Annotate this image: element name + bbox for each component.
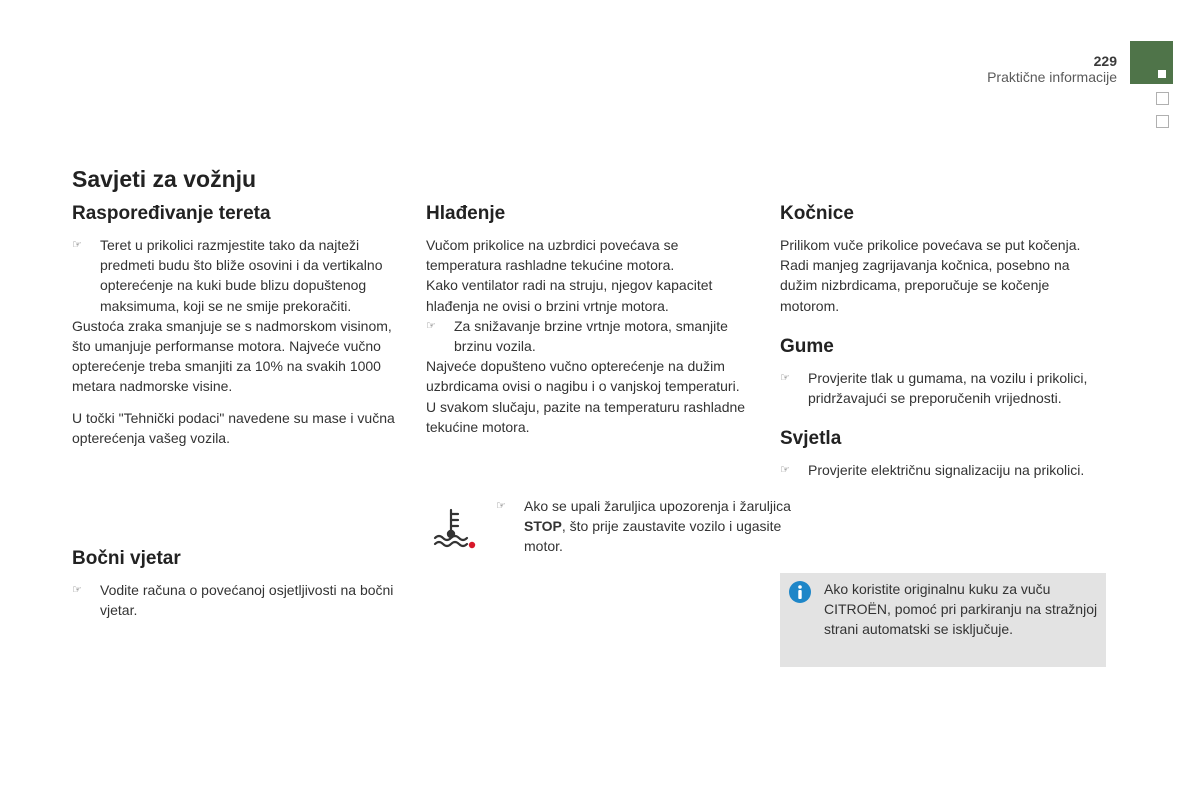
chapter-box-1 (1156, 92, 1169, 105)
bullet-hand-icon: ☞ (780, 464, 790, 477)
wind-section (72, 548, 402, 620)
brakes-text-1: Prilikom vuče prikolice povećava se put kočenja. (780, 237, 1081, 253)
cooling-text-1: Vučom prikolice na uzbrdici povećava se temperatura rashladne tekućine motora. (426, 237, 679, 274)
load-bullet-text: Teret u prikolici razmjestite tako da najteži predmeti budu što bliže osovini i da vertikalno opterećenje na kuki bude blizu dopuštenog maksimuma, koji se ne smije prekoračiti. (100, 237, 383, 314)
coolant-warning-text (496, 496, 794, 557)
tyres-heading: Gume (780, 335, 834, 357)
info-box (780, 573, 1106, 667)
info-text: Ako koristite originalnu kuku za vuču CITROËN, pomoć pri parkiranju na stražnjoj strani automatski se isključuje. (824, 581, 1098, 638)
info-icon (789, 581, 811, 603)
tyres-section (780, 336, 1110, 408)
cooling-bullet-text: Za snižavanje brzine vrtnje motora, smanjite brzinu vozila. (454, 317, 728, 355)
load-altitude-text: Gustoća zraka smanjuje se s nadmorskom visinom, što umanjuje performanse motora. Najveće vučno opterećenje treba smanjiti za 10% na svakih 1000 metara nadmorske visine. (72, 317, 392, 395)
wind-bullet-text: Vodite računa o povećanoj osjetljivosti na bočni vjetar. (100, 582, 394, 619)
page-title: Savjeti za vožnju (72, 166, 257, 192)
cooling-heading: Hlađenje (426, 203, 506, 224)
cooling-bullet (426, 316, 756, 356)
brakes-section (780, 203, 1110, 316)
coolant-temperature-warning-icon (431, 506, 477, 552)
load-heading: Raspoređivanje tereta (72, 203, 271, 224)
bullet-hand-icon: ☞ (496, 500, 506, 512)
wind-heading: Bočni vjetar (72, 548, 181, 569)
wind-bullet (72, 580, 402, 620)
cooling-text-2: Kako ventilator radi na struju, njegov kapacitet hlađenja ne ovisi o brzini vrtnje motora. (426, 277, 713, 314)
load-section (72, 203, 402, 448)
stop-label: STOP (524, 518, 562, 535)
tab-marker (1158, 70, 1166, 78)
cooling-text-3: Najveće dopušteno vučno opterećenje na dužim uzbrdicama ovisi o nagibu i o vanjskoj temperaturi. (426, 358, 740, 395)
lights-bullet-text: Provjerite električnu signalizaciju na prikolici. (808, 462, 1085, 479)
chapter-tab (1130, 41, 1173, 84)
section-name: Praktične informacije (987, 69, 1117, 85)
page-number: 229 (1093, 53, 1117, 69)
warning-text-prefix: Ako se upali žaruljica upozorenja i žaruljica (524, 498, 791, 514)
chapter-box-2 (1156, 115, 1169, 128)
load-bullet (72, 235, 402, 316)
cooling-text-4: U svakom slučaju, pazite na temperaturu rashladne tekućine motora. (426, 398, 746, 435)
lights-section (780, 428, 1110, 480)
lights-bullet (780, 460, 1110, 480)
bullet-hand-icon: ☞ (426, 319, 436, 332)
brakes-text-2: Radi manjeg zagrijavanja kočnica, posebno na dužim nizbrdicama, preporučuje se kočenje motorom. (780, 257, 1070, 314)
cooling-section (426, 203, 756, 437)
lights-heading: Svjetla (780, 428, 842, 450)
load-technical-data-text: U točki "Tehnički podaci" navedene su mase i vučna opterećenja vašeg vozila. (72, 409, 395, 446)
bullet-hand-icon: ☞ (72, 239, 82, 251)
tyres-bullet (780, 368, 1110, 408)
warning-text-suffix: , što prije zaustavite vozilo i ugasite motor. (524, 518, 782, 555)
right-column (780, 203, 1110, 480)
bullet-hand-icon: ☞ (780, 371, 790, 384)
bullet-hand-icon: ☞ (72, 584, 82, 596)
coolant-warning (426, 496, 791, 560)
brakes-heading: Kočnice (780, 203, 854, 224)
tyres-bullet-text: Provjerite tlak u gumama, na vozilu i prikolici, pridržavajući se preporučenih vrijednosti. (808, 369, 1088, 407)
